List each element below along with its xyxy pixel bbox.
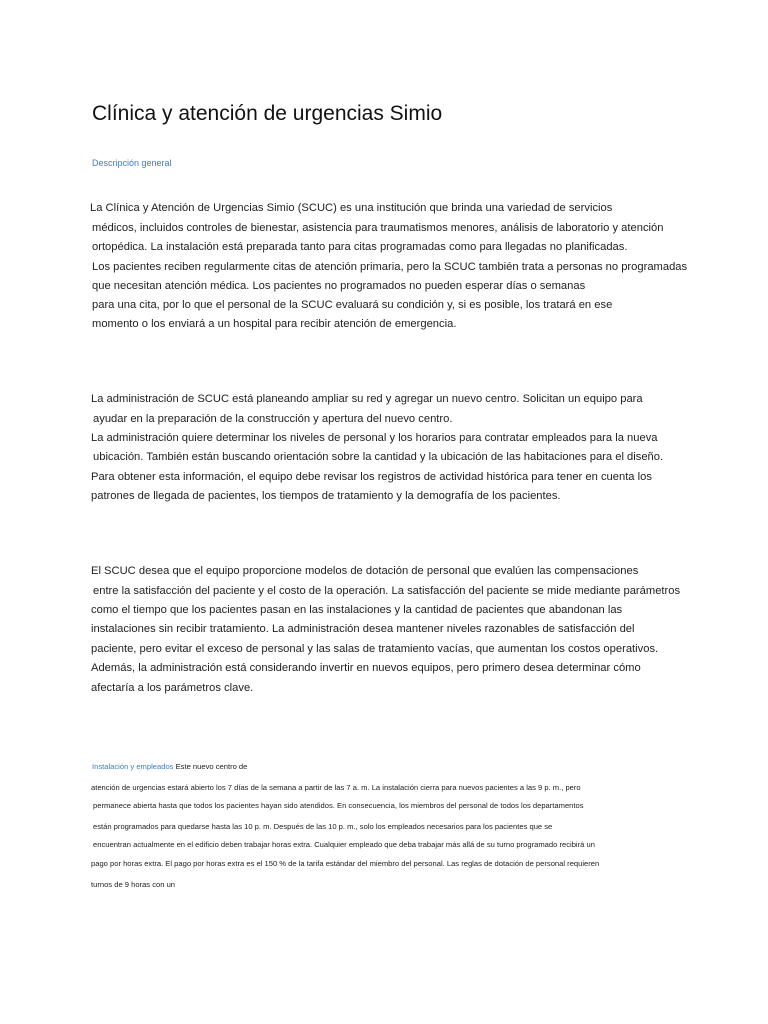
paragraph-line: La Clínica y Atención de Urgencias Simio (SCUC) es una institución que brinda una variedad de servicios <box>90 202 613 214</box>
paragraph-line: ortopédica. La instalación está preparada tanto para citas programadas como para llegadas no planificadas. <box>92 241 628 253</box>
paragraph-line: pago por horas extra. El pago por horas extra es el 150 % de la tarifa estándar del miembro del personal. Las reglas de dotación de personal requieren <box>91 859 600 868</box>
paragraph-line: afectaría a los parámetros clave. <box>91 682 254 694</box>
paragraph-line: Los pacientes reciben regularmente citas de atención primaria, pero la SCUC también trata a personas no programadas <box>92 261 688 273</box>
paragraph-line: El SCUC desea que el equipo proporcione modelos de dotación de personal que evalúen las compensaciones <box>91 565 639 577</box>
facility-lead-text: Este nuevo centro de <box>175 762 248 771</box>
paragraph-line: ubicación. También están buscando orientación sobre la cantidad y la ubicación de las habitaciones para el diseño. <box>93 451 664 463</box>
paragraph-line: patrones de llegada de pacientes, los tiempos de tratamiento y la demografía de los pacientes. <box>91 490 561 502</box>
paragraph-line: momento o los enviará a un hospital para recibir atención de emergencia. <box>92 318 457 330</box>
section-heading-overview[interactable] <box>92 158 172 168</box>
paragraph-line: médicos, incluidos controles de bienestar, asistencia para traumatismos menores, análisis de laboratorio y atención <box>92 222 664 234</box>
paragraph-line: paciente, pero evitar el exceso de personal y las salas de tratamiento vacías, que aumentan los costos operativos. <box>91 643 659 655</box>
paragraph-line: están programados para quedarse hasta las 10 p. m. Después de las 10 p. m., solo los empleados necesarios para los pacientes que se <box>93 822 553 831</box>
paragraph-line: Además, la administración está considerando invertir en nuevos equipos, pero primero desea determinar cómo <box>91 662 641 674</box>
paragraph-line: turnos de 9 horas con un <box>91 880 176 889</box>
overview-link[interactable]: Descripción general <box>92 158 172 168</box>
paragraph-line: para una cita, por lo que el personal de la SCUC evaluará su condición y, si es posible, los tratará en ese <box>92 299 613 311</box>
paragraph-line: ayudar en la preparación de la construcción y apertura del nuevo centro. <box>93 413 453 425</box>
paragraph-line: que necesitan atención médica. Los pacientes no programados no pueden esperar días o semanas <box>92 280 586 292</box>
section-heading-facility <box>92 761 247 772</box>
paragraph-line: encuentran actualmente en el edificio deben trabajar horas extra. Cualquier empleado que deba trabajar más allá de su turno programado recibirá un <box>93 840 595 849</box>
page-title: Clínica y atención de urgencias Simio <box>92 102 443 125</box>
paragraph-line: La administración de SCUC está planeando ampliar su red y agregar un nuevo centro. Solicitan un equipo para <box>91 393 643 405</box>
paragraph-line: La administración quiere determinar los niveles de personal y los horarios para contratar empleados para la nueva <box>91 432 658 444</box>
paragraph-line: entre la satisfacción del paciente y el costo de la operación. La satisfacción del paciente se mide mediante parámetros <box>93 585 681 597</box>
paragraph-line: instalaciones sin recibir tratamiento. La administración desea mantener niveles razonables de satisfacción del <box>91 623 635 635</box>
paragraph-line: como el tiempo que los pacientes pasan en las instalaciones y la cantidad de pacientes que abandonan las <box>91 604 623 616</box>
paragraph-line: atención de urgencias estará abierto los 7 días de la semana a partir de las 7 a. m. La instalación cierra para nuevos pacientes a las 9 p. m., pero <box>91 783 581 792</box>
paragraph-line: permanece abierta hasta que todos los pacientes hayan sido atendidos. En consecuencia, los miembros del personal de todos los departamentos <box>93 801 584 810</box>
paragraph-line: Para obtener esta información, el equipo debe revisar los registros de actividad histórica para tener en cuenta los <box>91 471 652 483</box>
facility-link[interactable]: Instalación y empleados <box>92 762 174 771</box>
